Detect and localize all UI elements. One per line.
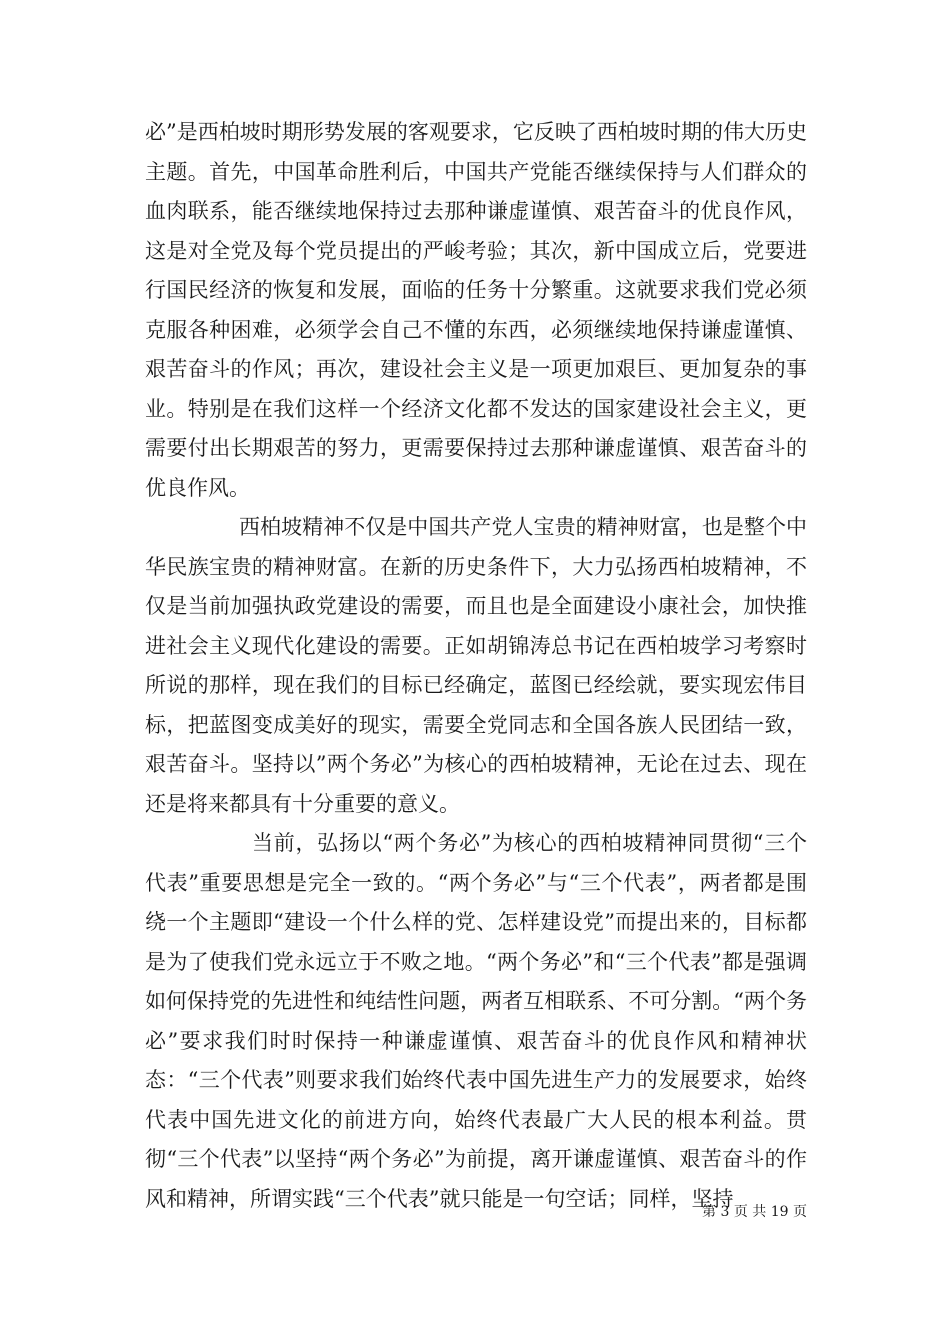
document-body (145, 113, 807, 1219)
paragraph-3: 当前，弘扬以“两个务必”为核心的西柏坡精神同贯彻“三个代表”重要思想是完全一致的。“两个务必”与“三个代表”，两者都是围绕一个主题即“建设一个什么样的党、怎样建设党”而提出来的，目标都是为了使我们党永远立于不败之地。“两个务必”和“三个代表”都是强调如何保持党的先进性和纯结性问题，两者互相联系、不可分割。“两个务必”要求我们时时保持一种谦虚谨慎、艰苦奋斗的优良作风和精神状态：“三个代表”则要求我们始终代表中国先进生产力的发展要求，始终代表中国先进文化的前进方向，始终代表最广大人民的根本利益。贯彻“三个代表”以坚持“两个务必”为前提，离开谦虚谨慎、艰苦奋斗的作风和精神，所谓实践“三个代表”就只能是一句空话；同样，坚持 (145, 831, 807, 1211)
page-number-footer: 第 3 页 共 19 页 (702, 1204, 807, 1220)
paragraph-2: 西柏坡精神不仅是中国共产党人宝贵的精神财富，也是整个中华民族宝贵的精神财富。在新的历史条件下，大力弘扬西柏坡精神，不仅是当前加强执政党建设的需要，而且也是全面建设小康社会，加快推进社会主义现代化建设的需要。正如胡锦涛总书记在西柏坡学习考察时所说的那样，现在我们的目标已经确定，蓝图已经绘就，要实现宏伟目标，把蓝图变成美好的现实，需要全党同志和全国各族人民团结一致，艰苦奋斗。坚持以”两个务必”为核心的西柏坡精神，无论在过去、现在还是将来都具有十分重要的意义。 (145, 515, 807, 816)
paragraph-1: 必”是西柏坡时期形势发展的客观要求，它反映了西柏坡时期的伟大历史主题。首先，中国革命胜利后，中国共产党能否继续保持与人们群众的血肉联系，能否继续地保持过去那种谦虚谨慎、艰苦奋斗的优良作风，这是对全党及每个党员提出的严峻考验；其次，新中国成立后，党要进行国民经济的恢复和发展，面临的任务十分繁重。这就要求我们党必须克服各种困难，必须学会自己不懂的东西，必须继续地保持谦虚谨慎、艰苦奋斗的作风；再次，建设社会主义是一项更加艰巨、更加复杂的事业。特别是在我们这样一个经济文化都不发达的国家建设社会主义，更需要付出长期艰苦的努力，更需要保持过去那种谦虚谨慎、艰苦奋斗的优良作风。 (145, 120, 807, 500)
